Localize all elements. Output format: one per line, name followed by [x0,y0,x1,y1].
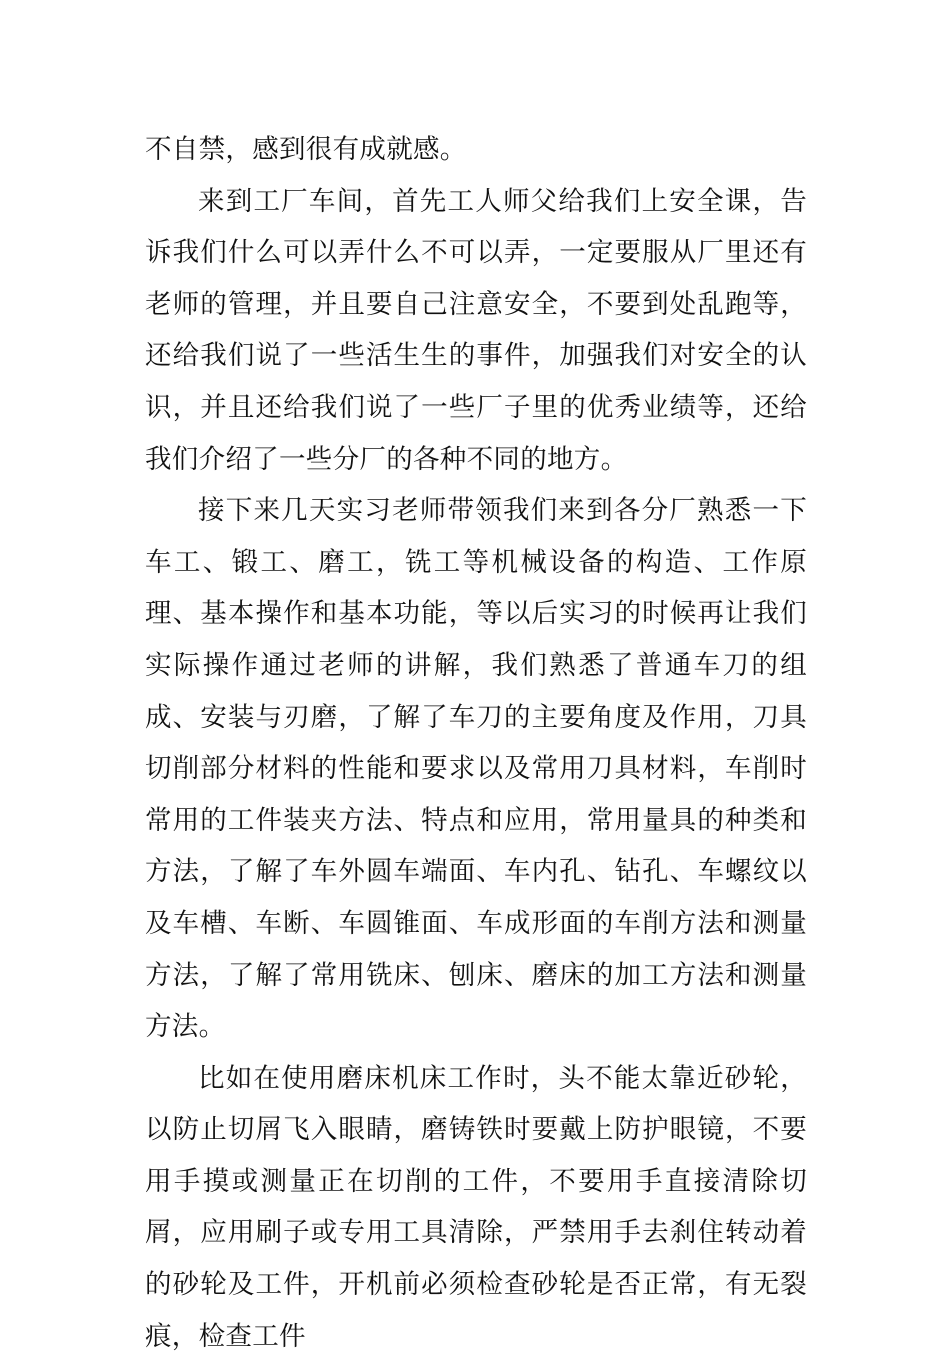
paragraph-continuation: 不自禁，感到很有成就感。 [145,134,467,165]
paragraph-machining-intro: 接下来几天实习老师带领我们来到各分厂熟悉一下车工、锻工、磨工，铣工等机械设备的构造、工作原理、基本操作和基本功能，等以后实习的时候再让我们实际操作通过老师的讲解，我们熟悉了普通车刀的组成、安装与刃磨，了解了车刀的主要角度及作用，刀具切削部分材料的性能和要求以及常用刀具材料，车削时常用的工件装夹方法、特点和应用，常用量具的种类和方法，了解了车外圆车端面、车内孔、钻孔、车螺纹以及车槽、车断、车圆锥面、车成形面的车削方法和测量方法，了解了常用铣床、刨床、磨床的加工方法和测量方法。 [145,495,807,1043]
document-body [145,124,807,1362]
paragraph-safety-lesson: 来到工厂车间，首先工人师父给我们上安全课，告诉我们什么可以弄什么不可以弄，一定要服从厂里还有老师的管理，并且要自己注意安全，不要到处乱跑等，还给我们说了一些活生生的事件，加强我们对安全的认识，并且还给我们说了一些厂子里的优秀业绩等，还给我们介绍了一些分厂的各种不同的地方。 [145,185,807,475]
paragraph-grinder-safety: 比如在使用磨床机床工作时，头不能太靠近砂轮，以防止切屑飞入眼睛，磨铸铁时要戴上防护眼镜，不要用手摸或测量正在切削的工件，不要用手直接清除切屑，应用刷子或专用工具清除，严禁用手去刹住转动着的砂轮及工件，开机前必须检查砂轮是否正常，有无裂痕，检查工件 [145,1062,807,1352]
